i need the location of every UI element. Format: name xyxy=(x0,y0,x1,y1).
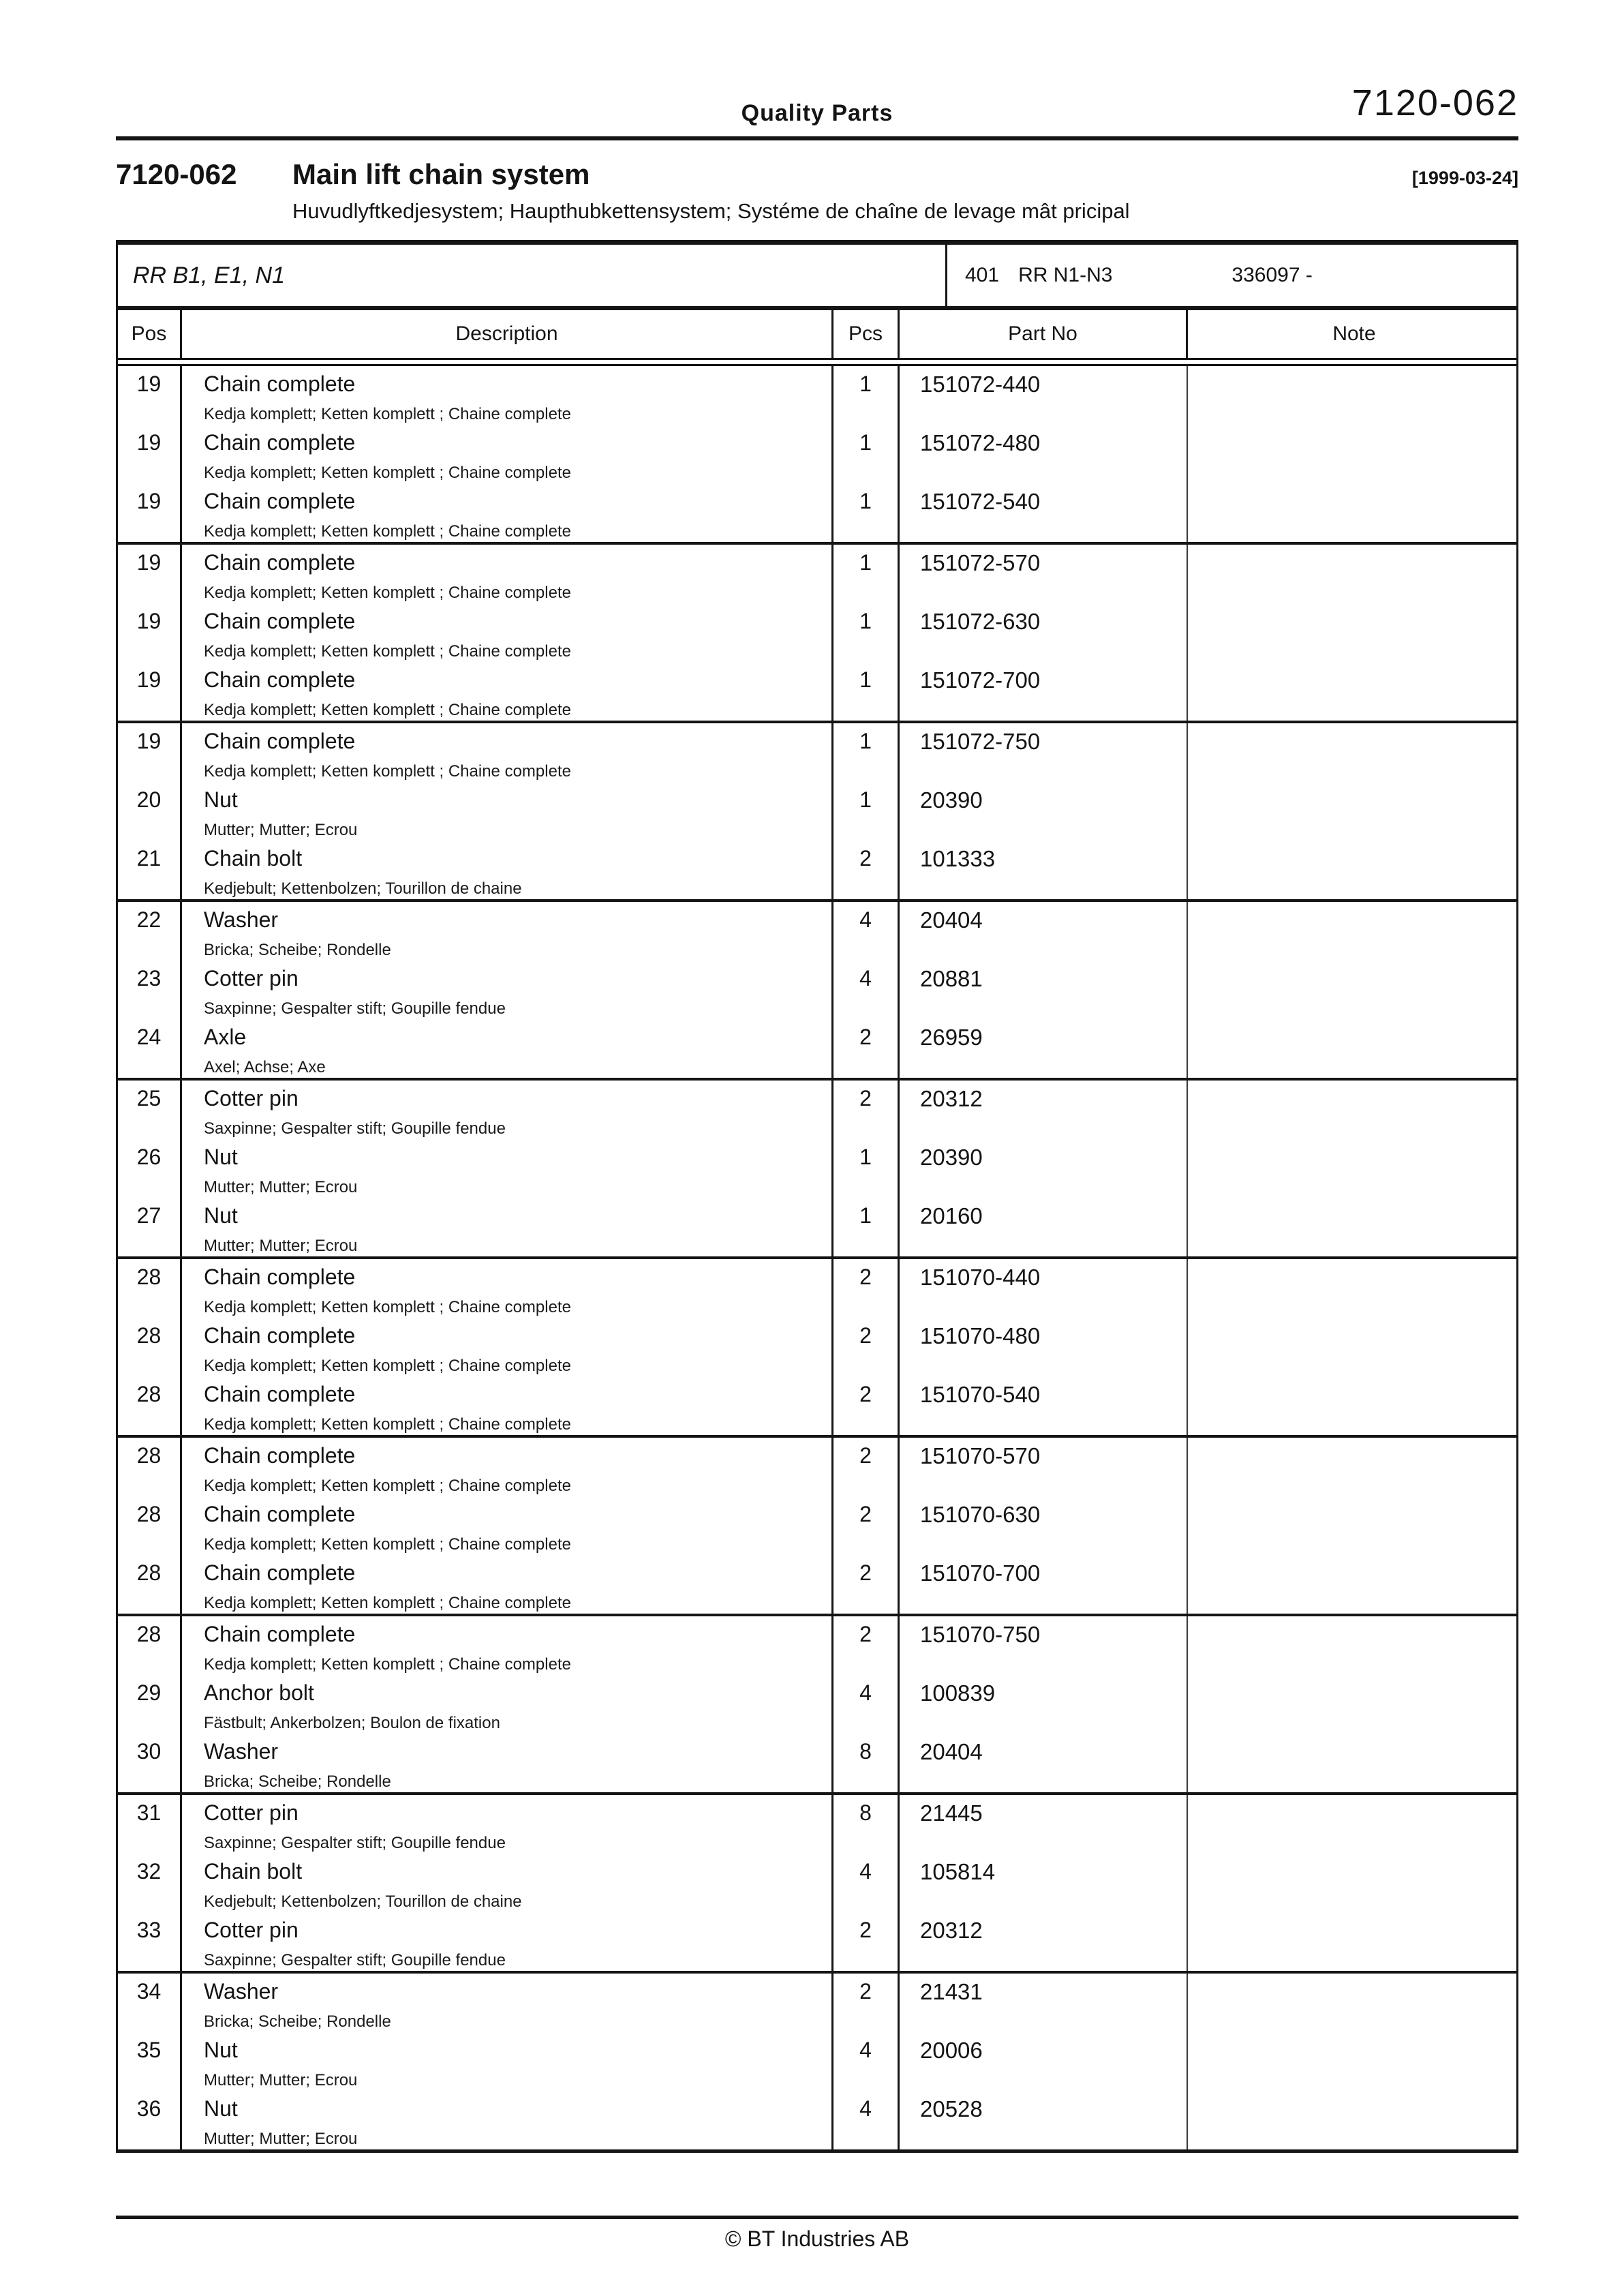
pcs-cell: 1 xyxy=(833,1198,900,1256)
description-translations: Kedja komplett; Ketten komplett ; Chaine complete xyxy=(204,1415,571,1434)
table-row xyxy=(118,1854,1516,1912)
reference-number: 401 xyxy=(965,264,1000,286)
partno-cell: 151070-700 xyxy=(900,1555,1188,1614)
model-cell xyxy=(118,245,947,306)
description-main: Chain bolt xyxy=(204,1859,303,1884)
description-translations: Bricka; Scheibe; Rondelle xyxy=(204,941,391,959)
description-cell xyxy=(182,483,833,542)
pos-cell: 28 xyxy=(118,1318,182,1376)
table-row xyxy=(118,425,1516,483)
pos-cell: 19 xyxy=(118,662,182,721)
pcs-cell: 1 xyxy=(833,662,900,721)
table-row xyxy=(118,2032,1516,2091)
partno-cell: 20881 xyxy=(900,961,1188,1019)
description-translations: Kedja komplett; Ketten komplett ; Chaine complete xyxy=(204,522,571,541)
pos-cell: 24 xyxy=(118,1019,182,1078)
pos-cell: 23 xyxy=(118,961,182,1019)
description-main: Nut xyxy=(204,1203,238,1228)
pos-cell: 32 xyxy=(118,1854,182,1912)
description-cell xyxy=(182,662,833,721)
table-row xyxy=(118,902,1516,961)
pos-cell: 28 xyxy=(118,1259,182,1318)
description-main: Nut xyxy=(204,2096,238,2121)
description-main: Chain complete xyxy=(204,729,356,753)
table-row xyxy=(118,1139,1516,1198)
partno-cell: 20390 xyxy=(900,782,1188,841)
pos-cell: 33 xyxy=(118,1912,182,1971)
description-translations: Mutter; Mutter; Ecrou xyxy=(204,2130,358,2148)
page-content xyxy=(116,0,1518,2153)
pcs-cell: 2 xyxy=(833,1616,900,1675)
footer-rule xyxy=(116,2216,1518,2219)
row-group xyxy=(118,1081,1516,1259)
partno-cell: 151072-700 xyxy=(900,662,1188,721)
pcs-cell: 4 xyxy=(833,1854,900,1912)
description-cell xyxy=(182,902,833,961)
note-cell xyxy=(1188,902,1520,961)
description-cell xyxy=(182,1496,833,1555)
pos-cell: 20 xyxy=(118,782,182,841)
row-group xyxy=(118,1616,1516,1795)
partno-cell: 151072-540 xyxy=(900,483,1188,542)
description-cell xyxy=(182,1854,833,1912)
partno-cell: 151070-440 xyxy=(900,1259,1188,1318)
header-rule xyxy=(116,136,1518,140)
partno-cell: 20312 xyxy=(900,1912,1188,1971)
description-translations: Axel; Achse; Axe xyxy=(204,1058,326,1076)
note-cell xyxy=(1188,425,1520,483)
pos-cell: 28 xyxy=(118,1496,182,1555)
partno-cell: 100839 xyxy=(900,1675,1188,1734)
description-main: Chain complete xyxy=(204,372,356,396)
pcs-cell: 2 xyxy=(833,1912,900,1971)
pos-cell: 25 xyxy=(118,1081,182,1139)
description-cell xyxy=(182,1616,833,1675)
description-main: Axle xyxy=(204,1025,247,1049)
description-cell xyxy=(182,1438,833,1496)
table-row xyxy=(118,1019,1516,1078)
description-translations: Kedja komplett; Ketten komplett ; Chaine complete xyxy=(204,1535,571,1554)
description-translations: Bricka; Scheibe; Rondelle xyxy=(204,1772,391,1791)
description-cell xyxy=(182,1139,833,1198)
pcs-cell: 1 xyxy=(833,1139,900,1198)
description-cell xyxy=(182,603,833,662)
note-cell xyxy=(1188,2091,1520,2149)
title-row xyxy=(116,158,1518,191)
note-cell xyxy=(1188,1555,1520,1614)
partno-cell: 151070-540 xyxy=(900,1376,1188,1435)
description-translations: Saxpinne; Gespalter stift; Goupille fendue xyxy=(204,999,506,1018)
pcs-cell: 2 xyxy=(833,1019,900,1078)
description-cell xyxy=(182,1259,833,1318)
table-row xyxy=(118,1376,1516,1435)
note-cell xyxy=(1188,1795,1520,1854)
description-cell xyxy=(182,1734,833,1792)
description-cell xyxy=(182,1912,833,1971)
partno-cell: 151072-630 xyxy=(900,603,1188,662)
table-row xyxy=(118,723,1516,782)
description-cell xyxy=(182,1318,833,1376)
table-row xyxy=(118,782,1516,841)
pcs-cell: 1 xyxy=(833,425,900,483)
description-main: Nut xyxy=(204,1145,238,1169)
partno-cell: 101333 xyxy=(900,841,1188,899)
description-cell xyxy=(182,1795,833,1854)
description-main: Cotter pin xyxy=(204,1918,299,1942)
parts-table xyxy=(116,240,1518,2153)
description-main: Chain complete xyxy=(204,1502,356,1526)
column-header-pos: Pos xyxy=(118,310,182,358)
description-cell xyxy=(182,1019,833,1078)
pcs-cell: 1 xyxy=(833,723,900,782)
note-cell xyxy=(1188,1019,1520,1078)
partno-cell: 20528 xyxy=(900,2091,1188,2149)
pcs-cell: 4 xyxy=(833,2032,900,2091)
note-cell xyxy=(1188,1376,1520,1435)
description-translations: Mutter; Mutter; Ecrou xyxy=(204,1178,358,1196)
pcs-cell: 4 xyxy=(833,961,900,1019)
table-row xyxy=(118,1259,1516,1318)
pcs-cell: 4 xyxy=(833,902,900,961)
note-cell xyxy=(1188,723,1520,782)
column-header-divider xyxy=(118,358,1516,366)
note-cell xyxy=(1188,1854,1520,1912)
note-cell xyxy=(1188,1912,1520,1971)
pos-cell: 36 xyxy=(118,2091,182,2149)
partno-cell: 21431 xyxy=(900,1974,1188,2032)
description-main: Anchor bolt xyxy=(204,1680,314,1705)
partno-cell: 151070-630 xyxy=(900,1496,1188,1555)
pcs-cell: 2 xyxy=(833,841,900,899)
note-cell xyxy=(1188,1616,1520,1675)
description-cell xyxy=(182,425,833,483)
row-group xyxy=(118,1438,1516,1616)
pcs-cell: 1 xyxy=(833,366,900,425)
pcs-cell: 1 xyxy=(833,603,900,662)
pcs-cell: 4 xyxy=(833,1675,900,1734)
pos-cell: 19 xyxy=(118,545,182,603)
table-row xyxy=(118,1795,1516,1854)
description-cell xyxy=(182,723,833,782)
description-main: Chain bolt xyxy=(204,846,303,871)
description-main: Chain complete xyxy=(204,1622,356,1646)
column-header-note: Note xyxy=(1332,322,1376,345)
description-main: Washer xyxy=(204,907,279,932)
pos-cell: 29 xyxy=(118,1675,182,1734)
note-cell xyxy=(1188,2032,1520,2091)
table-row xyxy=(118,1675,1516,1734)
description-main: Cotter pin xyxy=(204,966,299,991)
column-header-pcs: Pcs xyxy=(833,310,900,358)
partno-cell: 105814 xyxy=(900,1854,1188,1912)
description-translations: Mutter; Mutter; Ecrou xyxy=(204,821,358,839)
table-body xyxy=(118,366,1516,2149)
description-main: Chain complete xyxy=(204,1382,356,1406)
table-row xyxy=(118,603,1516,662)
description-translations: Saxpinne; Gespalter stift; Goupille fendue xyxy=(204,1119,506,1138)
row-group xyxy=(118,723,1516,902)
row-group xyxy=(118,366,1516,545)
pos-cell: 19 xyxy=(118,366,182,425)
partno-cell: 151070-480 xyxy=(900,1318,1188,1376)
pos-cell: 27 xyxy=(118,1198,182,1256)
description-translations: Kedja komplett; Ketten komplett ; Chaine complete xyxy=(204,405,571,423)
partno-cell: 151072-480 xyxy=(900,425,1188,483)
pos-cell: 28 xyxy=(118,1376,182,1435)
description-cell xyxy=(182,1081,833,1139)
header-brand-text: Quality Parts xyxy=(741,100,893,126)
description-main: Cotter pin xyxy=(204,1800,299,1825)
description-main: Chain complete xyxy=(204,550,356,575)
table-row xyxy=(118,1318,1516,1376)
pcs-cell: 8 xyxy=(833,1734,900,1792)
description-main: Nut xyxy=(204,787,238,812)
partno-cell: 20312 xyxy=(900,1081,1188,1139)
pos-cell: 19 xyxy=(118,483,182,542)
table-row xyxy=(118,483,1516,542)
model-row xyxy=(118,245,1516,306)
partno-cell: 20390 xyxy=(900,1139,1188,1198)
header-section-code: 7120-062 xyxy=(1351,82,1518,123)
note-cell xyxy=(1188,1675,1520,1734)
table-row xyxy=(118,961,1516,1019)
description-cell xyxy=(182,841,833,899)
note-cell xyxy=(1188,483,1520,542)
description-cell xyxy=(182,961,833,1019)
pcs-cell: 2 xyxy=(833,1496,900,1555)
pcs-cell: 2 xyxy=(833,1081,900,1139)
table-row xyxy=(118,2091,1516,2149)
partno-cell: 20404 xyxy=(900,902,1188,961)
description-main: Chain complete xyxy=(204,1323,356,1348)
partno-cell: 151072-440 xyxy=(900,366,1188,425)
note-cell xyxy=(1188,782,1520,841)
table-row xyxy=(118,1974,1516,2032)
description-cell xyxy=(182,1675,833,1734)
note-cell xyxy=(1188,1734,1520,1792)
description-translations: Kedja komplett; Ketten komplett ; Chaine complete xyxy=(204,464,571,482)
note-cell xyxy=(1188,1081,1520,1139)
reference-model: RR N1-N3 xyxy=(1018,264,1113,286)
description-translations: Bricka; Scheibe; Rondelle xyxy=(204,2012,391,2031)
table-row xyxy=(118,366,1516,425)
partno-cell: 21445 xyxy=(900,1795,1188,1854)
description-translations: Kedja komplett; Ketten komplett ; Chaine complete xyxy=(204,1594,571,1612)
pos-cell: 31 xyxy=(118,1795,182,1854)
table-row xyxy=(118,1081,1516,1139)
pos-cell: 28 xyxy=(118,1616,182,1675)
description-translations: Mutter; Mutter; Ecrou xyxy=(204,2071,358,2089)
description-translations: Kedja komplett; Ketten komplett ; Chaine complete xyxy=(204,1298,571,1316)
table-row xyxy=(118,1496,1516,1555)
page-title: Main lift chain system xyxy=(292,158,590,190)
pos-cell: 19 xyxy=(118,425,182,483)
description-translations: Kedja komplett; Ketten komplett ; Chaine complete xyxy=(204,1477,571,1495)
description-main: Washer xyxy=(204,1979,279,2004)
pcs-cell: 2 xyxy=(833,1376,900,1435)
description-cell xyxy=(182,2032,833,2091)
partno-cell: 151070-570 xyxy=(900,1438,1188,1496)
note-cell xyxy=(1188,1259,1520,1318)
description-cell xyxy=(182,1974,833,2032)
note-cell xyxy=(1188,366,1520,425)
pcs-cell: 2 xyxy=(833,1318,900,1376)
description-translations: Kedja komplett; Ketten komplett ; Chaine complete xyxy=(204,584,571,602)
row-group xyxy=(118,1974,1516,2149)
description-main: Chain complete xyxy=(204,489,356,513)
partno-cell: 20006 xyxy=(900,2032,1188,2091)
pcs-cell: 2 xyxy=(833,1555,900,1614)
pos-cell: 19 xyxy=(118,603,182,662)
description-translations: Kedja komplett; Ketten komplett ; Chaine complete xyxy=(204,642,571,661)
note-cell xyxy=(1188,961,1520,1019)
description-translations: Kedjebult; Kettenbolzen; Tourillon de chaine xyxy=(204,879,522,898)
pos-cell: 21 xyxy=(118,841,182,899)
pcs-cell: 1 xyxy=(833,782,900,841)
description-cell xyxy=(182,1376,833,1435)
pcs-cell: 2 xyxy=(833,1438,900,1496)
footer-copyright: © BT Industries AB xyxy=(724,2226,910,2251)
note-cell xyxy=(1188,545,1520,603)
model-designation: RR B1, E1, N1 xyxy=(133,262,285,288)
partno-cell: 151072-750 xyxy=(900,723,1188,782)
table-row xyxy=(118,1438,1516,1496)
partno-cell: 20160 xyxy=(900,1198,1188,1256)
description-cell xyxy=(182,545,833,603)
table-row xyxy=(118,841,1516,899)
description-cell xyxy=(182,1198,833,1256)
reference-cell xyxy=(947,264,1516,287)
description-main: Chain complete xyxy=(204,667,356,692)
pcs-cell: 8 xyxy=(833,1795,900,1854)
pcs-cell: 2 xyxy=(833,1259,900,1318)
note-cell xyxy=(1188,662,1520,721)
description-translations: Kedja komplett; Ketten komplett ; Chaine complete xyxy=(204,1655,571,1674)
description-translations: Fästbult; Ankerbolzen; Boulon de fixation xyxy=(204,1714,500,1732)
description-main: Washer xyxy=(204,1739,279,1764)
pos-cell: 26 xyxy=(118,1139,182,1198)
pcs-cell: 1 xyxy=(833,545,900,603)
note-cell xyxy=(1188,1974,1520,2032)
pos-cell: 35 xyxy=(118,2032,182,2091)
note-cell xyxy=(1188,603,1520,662)
partno-cell: 151070-750 xyxy=(900,1616,1188,1675)
description-translations: Saxpinne; Gespalter stift; Goupille fendue xyxy=(204,1834,506,1852)
description-translations: Mutter; Mutter; Ecrou xyxy=(204,1237,358,1255)
note-cell xyxy=(1188,1438,1520,1496)
description-translations: Kedja komplett; Ketten komplett ; Chaine complete xyxy=(204,1357,571,1375)
description-main: Chain complete xyxy=(204,1265,356,1289)
description-cell xyxy=(182,366,833,425)
column-header-row xyxy=(118,310,1516,358)
partno-cell: 26959 xyxy=(900,1019,1188,1078)
row-group xyxy=(118,1795,1516,1974)
note-cell xyxy=(1188,841,1520,899)
description-main: Nut xyxy=(204,2038,238,2062)
row-group xyxy=(118,1259,1516,1438)
row-group xyxy=(118,902,1516,1081)
table-row xyxy=(118,1616,1516,1675)
note-cell xyxy=(1188,1198,1520,1256)
pcs-cell: 2 xyxy=(833,1974,900,2032)
table-row xyxy=(118,545,1516,603)
description-cell xyxy=(182,782,833,841)
table-row xyxy=(118,1198,1516,1256)
column-header-partno: Part No xyxy=(900,310,1188,358)
table-row xyxy=(118,1734,1516,1792)
title-code: 7120-062 xyxy=(116,158,237,190)
note-cell xyxy=(1188,1318,1520,1376)
pos-cell: 30 xyxy=(118,1734,182,1792)
column-header-description: Description xyxy=(182,310,833,358)
pcs-cell: 1 xyxy=(833,483,900,542)
partno-cell: 151072-570 xyxy=(900,545,1188,603)
description-main: Cotter pin xyxy=(204,1086,299,1111)
partno-cell: 20404 xyxy=(900,1734,1188,1792)
description-cell xyxy=(182,2091,833,2149)
page-subtitle: Huvudlyftkedjesystem; Haupthubkettensystem; Systéme de chaîne de levage mât pricipal xyxy=(292,199,1130,223)
description-main: Chain complete xyxy=(204,430,356,455)
pos-cell: 22 xyxy=(118,902,182,961)
description-translations: Kedja komplett; Ketten komplett ; Chaine complete xyxy=(204,762,571,781)
pos-cell: 19 xyxy=(118,723,182,782)
title-date: [1999-03-24] xyxy=(1411,168,1518,188)
table-row xyxy=(118,662,1516,721)
description-main: Chain complete xyxy=(204,1560,356,1585)
pcs-cell: 4 xyxy=(833,2091,900,2149)
page-header xyxy=(116,0,1518,136)
description-translations: Kedja komplett; Ketten komplett ; Chaine complete xyxy=(204,701,571,719)
table-row xyxy=(118,1555,1516,1614)
description-main: Chain complete xyxy=(204,1443,356,1468)
description-main: Chain complete xyxy=(204,609,356,633)
note-cell xyxy=(1188,1139,1520,1198)
pos-cell: 34 xyxy=(118,1974,182,2032)
description-cell xyxy=(182,1555,833,1614)
row-group xyxy=(118,545,1516,723)
pos-cell: 28 xyxy=(118,1555,182,1614)
description-translations: Kedjebult; Kettenbolzen; Tourillon de chaine xyxy=(204,1892,522,1911)
note-cell xyxy=(1188,1496,1520,1555)
pos-cell: 28 xyxy=(118,1438,182,1496)
table-row xyxy=(118,1912,1516,1971)
serial-range: 336097 - xyxy=(1231,264,1313,286)
description-translations: Saxpinne; Gespalter stift; Goupille fendue xyxy=(204,1951,506,1969)
